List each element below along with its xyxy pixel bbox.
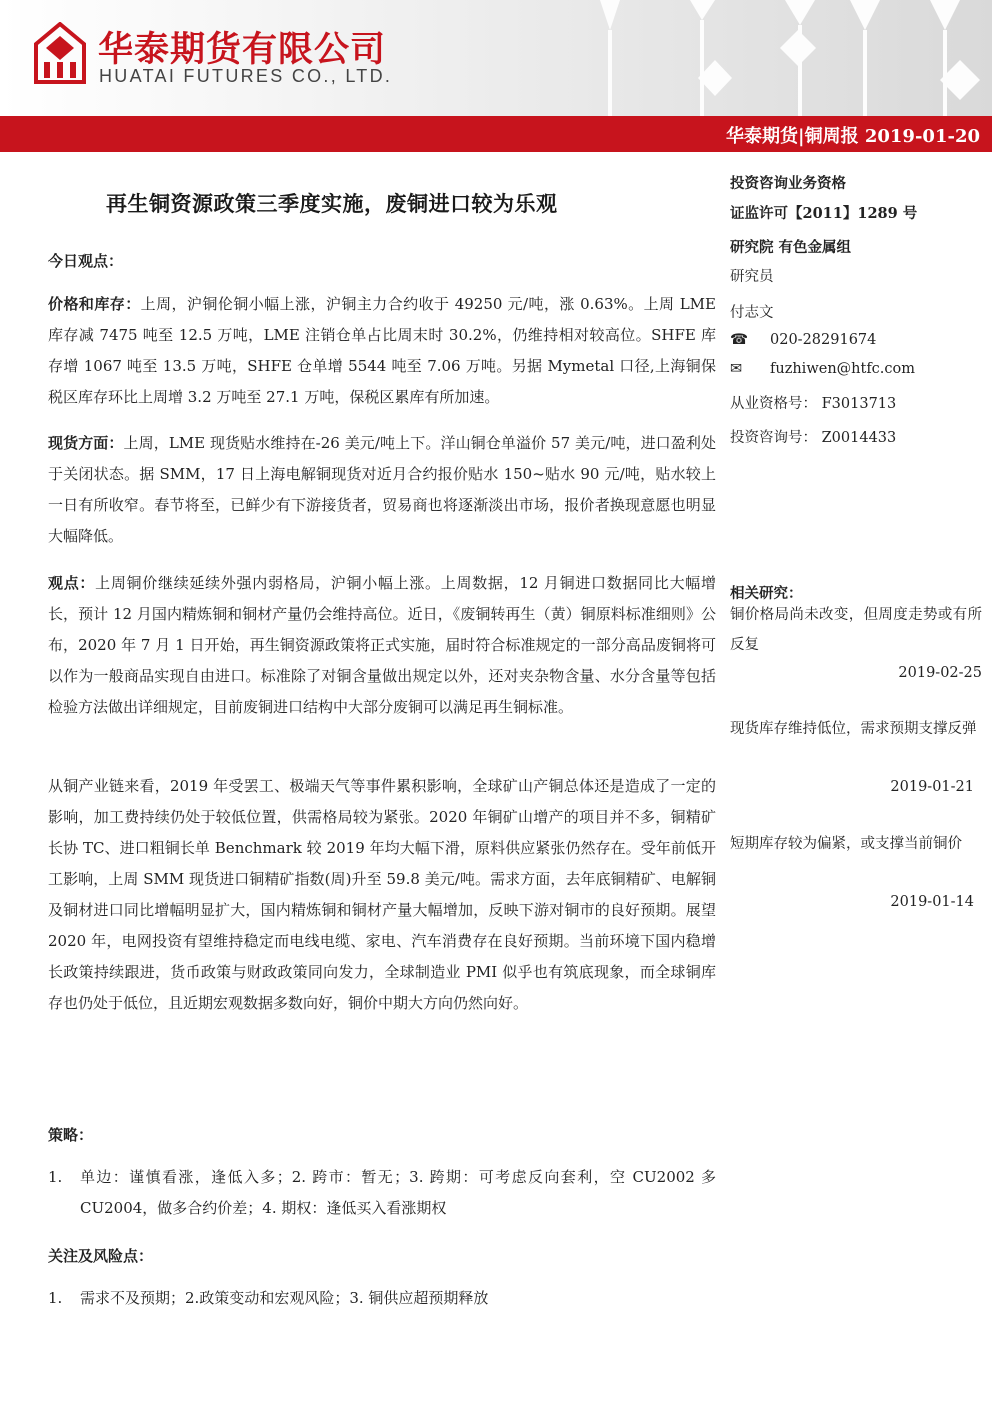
strategy-text: 单边：谨慎看涨，逢低入多；2. 跨市：暂无；3. 跨期：可考虑反向套利，空 CU2002 多 CU2004，做多合约价差；4. 期权：逢低买入看涨期权: [80, 1168, 716, 1217]
price-inventory-label: 价格和库存：: [48, 295, 141, 313]
risk-item: [48, 1283, 716, 1314]
report-id-label: 华泰期货|铜周报 2019-01-20: [726, 126, 980, 147]
spot-label: 现货方面：: [48, 434, 124, 452]
role-label: 研究员: [730, 269, 774, 285]
price-inventory-paragraph: [48, 289, 716, 413]
risk-heading: 关注及风险点：: [48, 1247, 154, 1265]
viewpoint-label: 观点：: [48, 574, 96, 592]
related-report-date: 2019-01-14: [890, 894, 974, 910]
related-heading: 相关研究：: [730, 585, 803, 602]
page-title: 再生铜资源政策三季度实施，废铜进口较为乐观: [106, 191, 558, 216]
list-number: 1.: [48, 1168, 63, 1186]
email-link[interactable]: fuzhiwen@htfc.com: [770, 361, 916, 377]
phone-icon: ☎: [730, 332, 749, 348]
industry-chain-paragraph: 从铜产业链来看，2019 年受罢工、极端天气等事件累积影响，全球矿山产铜总体还是造成了一定的影响，加工费持续仍处于较低位置，供需格局较为紧张。2020 年铜矿山增产的项目并不多，铜精矿长协 TC、进口粗铜长单 Benchmark 较 2019 年均大幅下滑，原料供应紧张仍然存在。受年前低开工影响，上周 SMM 现货进口铜精矿指数(周)升至 59.8 美元/吨。需求方面，去年底铜精矿、电解铜及铜材进口同比增幅明显扩大，国内精炼铜和铜材产量大幅增加，反映下游对铜市的良好预期。展望 2020 年，电网投资有望维持稳定而电线电缆、家电、汽车消费存在良好预期。当前环境下国内稳增长政策持续跟进，货币政策与财政政策同向发力，全球制造业 PMI 似乎也有筑底现象，而全球铜库存也仍处于低位，且近期宏观数据多数向好，铜价中期大方向仍然向好。: [48, 777, 716, 1012]
phone-number: 020-28291674: [770, 332, 877, 348]
risk-text: 需求不及预期；2.政策变动和宏观风险；3. 铜供应超预期释放: [80, 1289, 489, 1307]
qualification-label: 投资咨询业务资格: [730, 175, 846, 192]
company-logo-icon: [34, 22, 86, 84]
viewpoint-text: 上周铜价继续延续外强内弱格局，沪铜小幅上涨。上周数据，12 月铜进口数据同比大幅增长，预计 12 月国内精炼铜和铜材产量仍会维持高位。近日，《废铜转再生（黄）铜原料标准细则》公布，2020 年 7 月 1 日开始，再生铜资源政策将正式实施，届时符合标准规定的一部分高品废铜将可以作为一般商品实现自由进口。标准除了对铜含量做出规定以外，还对夹杂物含量、水分含量等包括检验方法做出详细规定，目前废铜进口结构中大部分废铜可以满足再生铜标准。: [48, 574, 716, 716]
consult-number: 投资咨询号： Z0014433: [730, 430, 897, 446]
license-label: 证监许可【2011】1289 号: [730, 205, 918, 222]
related-report-date: 2019-02-25: [898, 665, 982, 681]
company-name-en: HUATAI FUTURES CO., LTD.: [99, 66, 393, 86]
analyst-name: 付志文: [730, 305, 774, 321]
email-row: [730, 361, 915, 377]
spot-text: 上周，LME 现货贴水维持在-26 美元/吨上下。洋山铜仓单溢价 57 美元/吨，进口盈利处于关闭状态。据 SMM，17 日上海电解铜现货对近月合约报价贴水 150~贴水 90 元/吨，贴水较上一日有所收窄。春节将至，已鲜少有下游接货者，贸易商也将逐渐淡出市场，报价者换现意愿也明显大幅降低。: [48, 434, 716, 545]
strategy-heading: 策略：: [48, 1126, 94, 1144]
viewpoint-paragraph: [48, 568, 716, 723]
header-decoration: [540, 0, 992, 116]
list-number: 1.: [48, 1289, 63, 1307]
related-report-date: 2019-01-21: [890, 779, 974, 795]
department-label: 研究院 有色金属组: [730, 239, 852, 256]
related-report-title[interactable]: 短期库存较为偏紧，或支撑当前铜价: [730, 836, 962, 852]
price-inventory-text: 上周，沪铜伦铜小幅上涨，沪铜主力合约收于 49250 元/吨，涨 0.63%。上周 LME 库存减 7475 吨至 12.5 万吨，LME 注销仓单占比周末时 30.2%，仍维持相对较高位。SHFE 库存增 1067 吨至 13.5 万吨，SHFE 仓单增 5544 吨至 7.06 万吨。另据 Mymetal 口径,上海铜保税区库存环比上周增 3.2 万吨至 27.1 万吨，保税区累库有所加速。: [48, 295, 716, 406]
company-name-cn: 华泰期货有限公司: [98, 30, 387, 70]
spot-paragraph: [48, 428, 716, 552]
related-report-title[interactable]: 铜价格局尚未改变，但周度走势或有所反复: [730, 607, 982, 653]
phone-row: [730, 332, 876, 348]
related-report-title[interactable]: 现货库存维持低位，需求预期支撑反弹: [730, 721, 977, 737]
page-header: [0, 0, 992, 116]
cert-number: 从业资格号： F3013713: [730, 396, 897, 412]
today-view-heading: 今日观点：: [48, 252, 124, 270]
envelope-icon: ✉: [730, 361, 743, 377]
strategy-item: [48, 1162, 716, 1224]
